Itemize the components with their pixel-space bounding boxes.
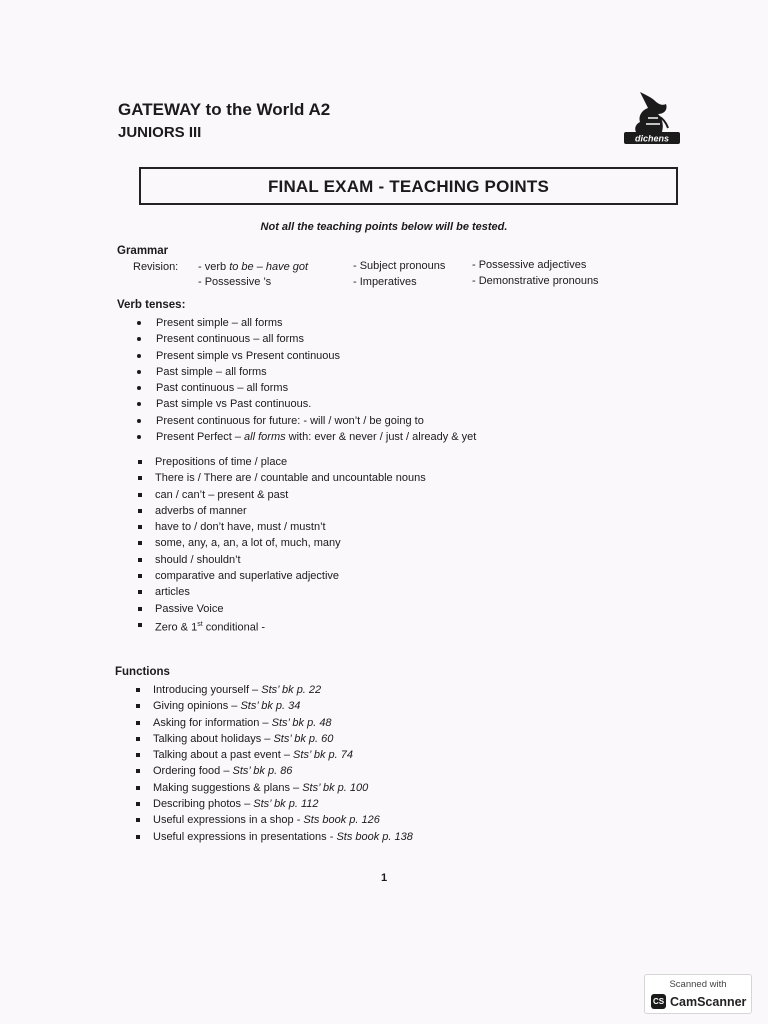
list-item: can / can’t – present & past [155, 487, 426, 503]
function-text: Useful expressions in a shop - [153, 814, 304, 827]
list-item: have to / don’t have, must / mustn’t [155, 519, 426, 535]
function-ref: Sts’ bk p. 74 [293, 749, 353, 762]
list-item [153, 731, 413, 747]
functions-heading: Functions [115, 666, 170, 678]
exam-note: Not all the teaching points below will be tested. [260, 221, 508, 233]
function-ref: Sts’ bk p. 100 [302, 781, 369, 794]
function-text: Giving opinions – [153, 700, 241, 713]
list-item: Past continuous – all forms [156, 380, 476, 396]
logo-wordmark: dichens [634, 133, 670, 144]
list-item: Present simple vs Present continuous [156, 348, 476, 364]
list-item [153, 747, 413, 763]
revision-item: - Imperatives [353, 276, 417, 288]
document-title: GATEWAY to the World A2 [118, 100, 331, 119]
document-subtitle: JUNIORS III [118, 124, 202, 141]
function-text: Asking for information – [153, 716, 272, 729]
verb-tenses-heading: Verb tenses: [117, 299, 186, 311]
list-item: Present simple – all forms [156, 315, 476, 331]
revision-item: - Subject pronouns [353, 260, 446, 272]
list-item: Past simple – all forms [156, 364, 476, 380]
function-ref: Sts’ bk p. 48 [271, 716, 332, 729]
functions-list [153, 682, 413, 845]
list-item [153, 763, 413, 779]
list-item: Present continuous for future: - will / won’t / be going to [156, 413, 476, 429]
list-item: Passive Voice [155, 601, 426, 617]
list-item-text: Present Perfect – [156, 431, 245, 444]
grammar-heading: Grammar [117, 245, 169, 257]
function-ref: Sts book p. 138 [336, 830, 413, 843]
function-ref: Sts’ bk p. 60 [273, 732, 334, 745]
camscanner-brand [651, 994, 746, 1009]
function-text: Describing photos – [153, 798, 254, 811]
list-item [155, 617, 426, 636]
list-item [153, 812, 413, 828]
list-item [153, 796, 413, 812]
superscript: st [197, 620, 203, 628]
list-item-text: Zero & 1 [155, 621, 198, 634]
function-ref: Sts book p. 126 [303, 814, 380, 827]
list-item [153, 682, 413, 698]
list-item: articles [155, 584, 426, 600]
exam-title-box: FINAL EXAM - TEACHING POINTS [139, 167, 678, 205]
list-item: adverbs of manner [155, 503, 426, 519]
scanner-watermark [644, 974, 752, 1014]
scanned-with-label: Scanned with [669, 979, 727, 990]
list-item [153, 698, 413, 714]
revision-text: - verb [198, 261, 230, 273]
list-item: There is / There are / countable and uncountable nouns [155, 470, 426, 486]
function-text: Useful expressions in presentations - [153, 830, 337, 843]
list-item-text: with: ever & never / just / already & yet [285, 431, 477, 444]
list-item-text: conditional - [202, 621, 266, 634]
list-item: Present continuous – all forms [156, 331, 476, 347]
function-text: Talking about a past event – [153, 749, 294, 762]
list-item: comparative and superlative adjective [155, 568, 426, 584]
unicorn-logo-icon [618, 88, 686, 150]
revision-italic-text: to be – have got [229, 261, 309, 273]
list-item: should / shouldn’t [155, 552, 426, 568]
function-ref: Sts’ bk p. 86 [232, 765, 293, 778]
list-item-italic: all forms [244, 431, 286, 444]
list-item [153, 829, 413, 845]
camscanner-icon: CS [651, 994, 666, 1009]
page-number: 1 [380, 872, 388, 884]
list-item [156, 429, 476, 445]
function-text: Making suggestions & plans – [153, 781, 303, 794]
list-item: some, any, a, an, a lot of, much, many [155, 535, 426, 551]
revision-item: - Possessive ’s [198, 276, 272, 288]
list-item: Past simple vs Past continuous. [156, 396, 476, 412]
revision-label: Revision: [133, 261, 179, 273]
revision-item: - Demonstrative pronouns [472, 275, 599, 287]
verb-tenses-list [156, 315, 476, 445]
camscanner-name: CamScanner [670, 994, 747, 1009]
function-text: Introducing yourself – [153, 684, 262, 696]
function-ref: Sts’ bk p. 112 [253, 798, 319, 811]
publisher-logo [618, 88, 686, 150]
grammar-topics-list [155, 454, 426, 636]
revision-item [198, 261, 308, 273]
list-item: Prepositions of time / place [155, 454, 426, 470]
revision-item: - Possessive adjectives [472, 259, 587, 271]
list-item [153, 715, 413, 731]
function-ref: Sts’ bk p. 22 [261, 684, 322, 696]
function-ref: Sts’ bk p. 34 [240, 700, 301, 713]
function-text: Ordering food – [153, 765, 233, 778]
list-item [153, 780, 413, 796]
function-text: Talking about holidays – [153, 732, 274, 745]
